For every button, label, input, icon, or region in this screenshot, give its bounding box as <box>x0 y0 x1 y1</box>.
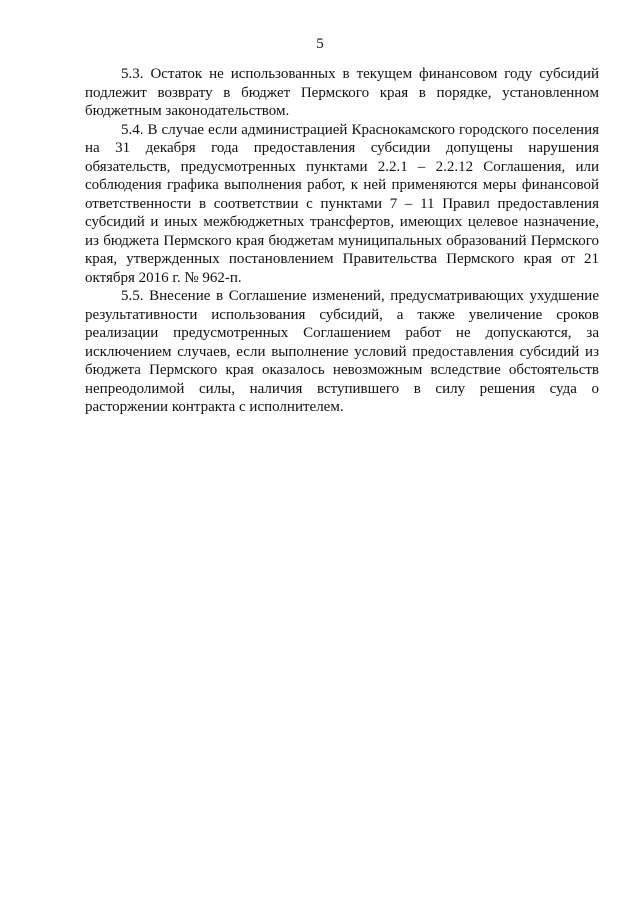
paragraph-5-3: 5.3. Остаток не использованных в текущем финансовом году субсидий подлежит возврату в бюджет Пермского края в порядке, установленном бюджетным законодательством. <box>85 66 599 119</box>
paragraph-5-5: 5.5. Внесение в Соглашение изменений, предусматривающих ухудшение результативности использования субсидий, а также увеличение сроков реализации предусмотренных Соглашением работ не допускаются, за исключением случаев, если выполнение условий предоставления субсидий из бюджета Пермского края оказалось невозможным вследствие обстоятельств непреодолимой силы, наличия вступившего в силу решения суда о расторжении контракта с исполнителем. <box>85 288 599 415</box>
paragraph-5-4: 5.4. В случае если администрацией Краснокамского городского поселения на 31 декабря года предоставления субсидии допущены нарушения обязательств, предусмотренных пунктами 2.2.1 – 2.2.12 Соглашения, или соблюдения графика выполнения работ, к ней применяются меры финансовой ответственности в соответствии с пунктами 7 – 11 Правил предоставления субсидий и иных межбюджетных трансфертов, имеющих целевое назначение, из бюджета Пермского края бюджетам муниципальных образований Пермского края, утвержденных постановлением Правительства Пермского края от 21 октября 2016 г. № 962-п. <box>85 121 599 286</box>
page-number: 5 <box>316 36 324 52</box>
document-body <box>85 65 599 417</box>
